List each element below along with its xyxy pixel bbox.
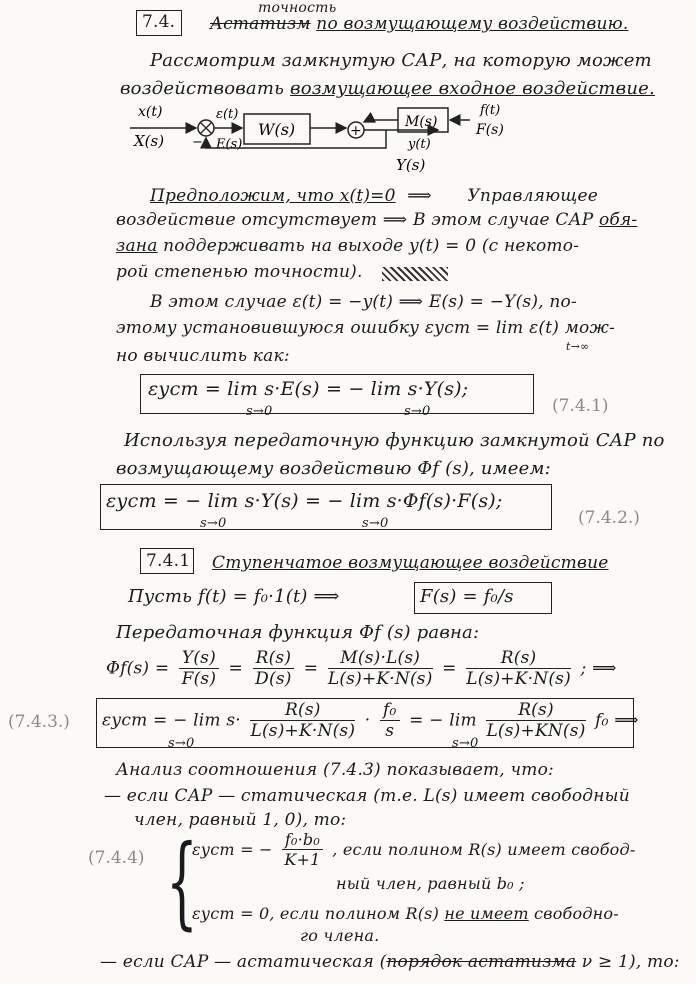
eq4-c2-b: не имеет bbox=[444, 904, 529, 923]
phi-frac-1 bbox=[179, 648, 219, 689]
section-title bbox=[210, 14, 628, 34]
para2-limit-sub: t→∞ bbox=[566, 340, 590, 353]
step-line-2: Передаточная функция Φf (s) равна: bbox=[116, 622, 480, 643]
subsection-number: 7.4.1 bbox=[146, 551, 191, 571]
eq-7-4-1-tag: (7.4.1) bbox=[552, 396, 609, 416]
diagram-e-s: E(s) bbox=[216, 137, 243, 152]
eq4-c1-frac bbox=[282, 830, 323, 869]
eq3-frac-3 bbox=[486, 700, 585, 741]
diagram-f-t: f(t) bbox=[480, 103, 501, 118]
eq4-c2-c: свободно- bbox=[534, 904, 619, 923]
eq3-f1-den: L(s)+K·N(s) bbox=[250, 721, 356, 741]
eq-7-4-2-tag: (7.4.2.) bbox=[578, 508, 640, 528]
last-a: — если САР — астатическая ( bbox=[100, 952, 387, 972]
para1-line-2: воздействие отсутствует ⟹ В этом случае САР обя- bbox=[116, 210, 638, 230]
diagram-eps-t: ε(t) bbox=[216, 107, 239, 122]
phi-f1-den: F(s) bbox=[181, 669, 217, 689]
phi-f2-num: R(s) bbox=[253, 648, 295, 669]
para1-3b: поддерживать на выходе y(t) = 0 (с некото- bbox=[163, 236, 580, 256]
para1-line-1: Предположим, что x(t)=0 ⟹ Управляющее bbox=[150, 186, 598, 206]
eq-7-4-3-tag: (7.4.3.) bbox=[8, 712, 70, 732]
pre-title-note: точность bbox=[258, 0, 337, 16]
eq-7-4-2: εуст = − lim s·Y(s) = − lim s·Φf(s)·F(s); bbox=[106, 490, 503, 512]
diagram-m-label: M(s) bbox=[405, 114, 438, 130]
analysis-line-3: член, равный 1, 0), то: bbox=[134, 810, 347, 830]
eq-7-4-4-case-1 bbox=[192, 830, 635, 869]
eq-7-4-4-case-1b: ный член, равный b₀ ; bbox=[336, 874, 525, 893]
para1-1b: Управляющее bbox=[467, 186, 598, 206]
phi-f2-den: D(s) bbox=[255, 669, 292, 689]
para3-line-2: возмущающему воздействию Φf (s), имеем: bbox=[116, 458, 551, 479]
phi-tail: ; bbox=[580, 658, 587, 679]
eq3-f3-den: L(s)+KN(s) bbox=[486, 721, 586, 741]
eq3-f1-num: R(s) bbox=[250, 700, 355, 721]
step-line-1: Пусть f(t) = f₀·1(t) ⟹ bbox=[128, 586, 340, 607]
para1-1a: Предположим, что x(t)=0 bbox=[150, 186, 396, 206]
eq3-f2-num: f₀ bbox=[380, 700, 400, 721]
eq-7-4-4-tag: (7.4.4) bbox=[88, 848, 145, 868]
para2-line-2: этому установившуюся ошибку εуст = lim ε(t) мож- bbox=[116, 318, 615, 338]
analysis-line-2: — если САР — статическая (т.е. L(s) имеет свободный bbox=[104, 786, 630, 806]
intro-line-2b: возмущающее входное воздействие. bbox=[290, 78, 655, 99]
para3-line-1: Используя передаточную функцию замкнутой САР по bbox=[124, 430, 665, 451]
phi-f1-num: Y(s) bbox=[179, 648, 219, 669]
para1-2b: В этом случае САР bbox=[412, 210, 594, 230]
eq-7-4-1-sub1: s→0 bbox=[246, 404, 273, 419]
eq4-c1-lhs: εуст = − bbox=[192, 840, 273, 859]
diagram-fb-sign: − bbox=[192, 135, 203, 150]
eq-7-4-1-sub2: s→0 bbox=[404, 404, 431, 419]
eq3-lhs: εуст = − lim s· bbox=[102, 710, 241, 731]
title-rest: по возмущающему воздействию. bbox=[316, 14, 629, 34]
eq4-c2-a: εуст = 0, если полином R(s) bbox=[192, 904, 440, 923]
diagram-y-s: Y(s) bbox=[396, 156, 426, 174]
phi-f3-den: L(s)+K·N(s) bbox=[327, 669, 433, 689]
phi-frac-2 bbox=[253, 648, 295, 689]
diagram-sum-sign: + bbox=[350, 123, 362, 139]
block-diagram bbox=[0, 102, 696, 182]
eq4-c1-rest: , если полином R(s) имеет свобод- bbox=[332, 840, 636, 859]
eq3-mid: = − lim bbox=[409, 710, 477, 731]
diagram-w-label: W(s) bbox=[258, 120, 296, 139]
eq4-c1-den: K+1 bbox=[284, 850, 321, 869]
eq3-frac-2 bbox=[380, 700, 400, 741]
eq-7-4-3-sub2: s→0 bbox=[452, 736, 479, 751]
para1-2a: воздействие отсутствует bbox=[116, 210, 378, 230]
eq-7-4-1: εуст = lim s·E(s) = − lim s·Y(s); bbox=[148, 378, 469, 400]
analysis-line-1: Анализ соотношения (7.4.3) показывает, что: bbox=[116, 760, 554, 780]
eq-7-4-3: εуст = − lim s· $\frac{R(s)}{L(s)+K\cdot N(s)}$ · $\frac{\text{f₀}}{s}$ = − lim $\frac{R(s)}{L(s)+KN(s)}$ f₀ ⟹ bbox=[102, 700, 639, 741]
para1-3a: зана bbox=[116, 236, 158, 256]
eq3-f2-den: s bbox=[385, 721, 395, 741]
last-b: ν ≥ 1), то: bbox=[581, 952, 680, 972]
diagram-f-s: F(s) bbox=[476, 122, 504, 138]
eq-7-4-3-sub1: s→0 bbox=[168, 736, 195, 751]
subsection-title: Ступенчатое возмущающее воздействие bbox=[212, 553, 609, 573]
para2-line-1: В этом случае ε(t) = −y(t) ⟹ E(s) = −Y(s), по- bbox=[150, 292, 577, 312]
section-number: 7.4. bbox=[142, 12, 176, 32]
eq-7-4-2-sub1: s→0 bbox=[200, 516, 227, 531]
phi-frac-4 bbox=[466, 648, 571, 689]
phi-frac-3 bbox=[328, 648, 433, 689]
intro-line-1: Рассмотрим замкнутую САР, на которую может bbox=[150, 50, 652, 71]
phi-f3-num: M(s)·L(s) bbox=[328, 648, 433, 669]
eq-7-4-4-case-2 bbox=[192, 904, 619, 923]
eq-7-4-4-case-2b: го члена. bbox=[300, 926, 380, 945]
diagram-x-s: X(s) bbox=[134, 132, 165, 150]
para1-line-4: рой степенью точности). bbox=[116, 262, 363, 282]
eq3-frac-1 bbox=[250, 700, 355, 741]
eq4-c1-num: f₀·b₀ bbox=[282, 830, 323, 850]
eq3-tail: f₀ bbox=[595, 710, 609, 731]
title-struck-word: Астатизм bbox=[210, 14, 311, 34]
diagram-y-t: y(t) bbox=[408, 137, 431, 152]
phi-f4-den: L(s)+K·N(s) bbox=[466, 669, 571, 689]
intro-line-2a: воздействовать bbox=[120, 78, 285, 99]
eq-7-4-4-brace: { bbox=[166, 823, 198, 940]
scribble-mark bbox=[382, 267, 448, 281]
para2-line-3: но вычислить как: bbox=[116, 346, 290, 366]
last-struck: порядок астатизма bbox=[386, 952, 577, 972]
step-fs: F(s) = f₀/s bbox=[420, 586, 514, 607]
para1-line-3 bbox=[116, 236, 579, 256]
last-line bbox=[100, 952, 680, 972]
phi-lhs: Φf(s) = bbox=[106, 658, 170, 679]
phi-expression: Φf(s) = $\frac{Y(s)}{F(s)}$ = $\frac{R(s)}{D(s)}$ = $\frac{M(s)\cdot L(s)}{L(s)+K\cdot N(s)}$ = $\frac{R(s)}{L(s)+K\cdot N(s)}$ ; ⟹ bbox=[106, 648, 617, 689]
diagram-x-t: x(t) bbox=[138, 104, 163, 120]
intro-line-2 bbox=[120, 78, 655, 99]
eq-7-4-2-sub2: s→0 bbox=[362, 516, 389, 531]
para1-2c: обя- bbox=[598, 210, 638, 230]
step-def: Пусть f(t) = f₀·1(t) bbox=[128, 586, 308, 607]
phi-f4-num: R(s) bbox=[466, 648, 571, 669]
eq3-f3-num: R(s) bbox=[486, 700, 585, 721]
